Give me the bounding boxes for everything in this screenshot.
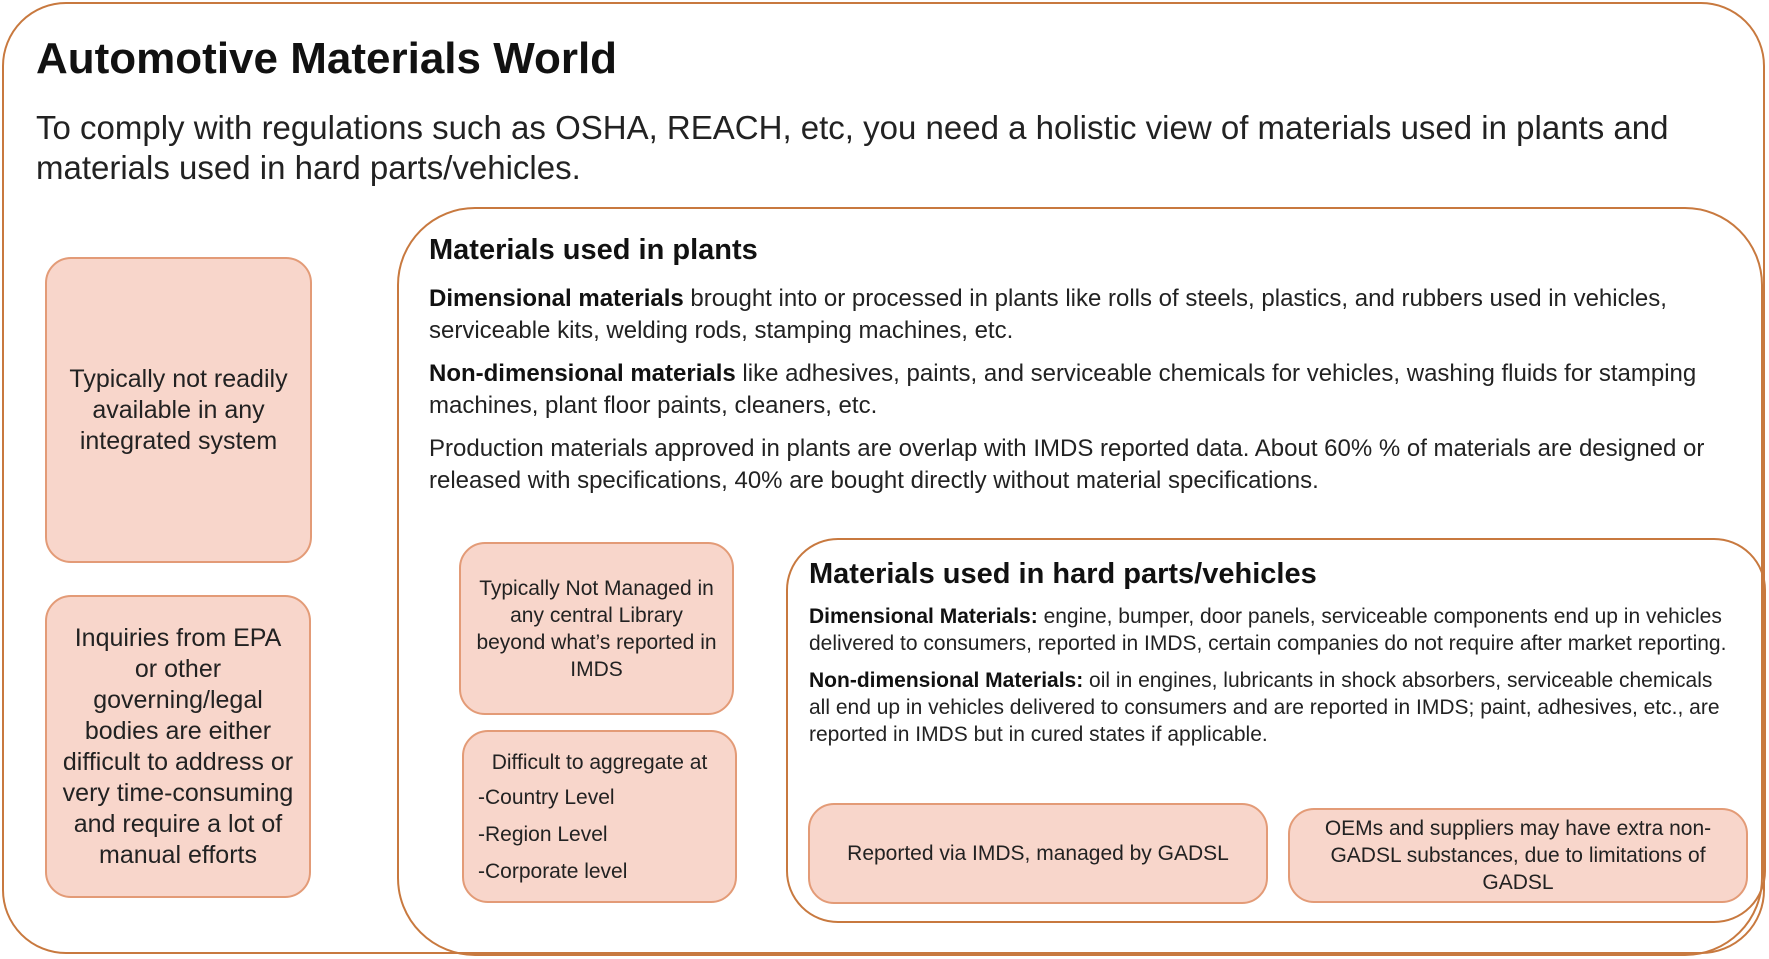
hard-parts-section xyxy=(809,558,1739,758)
aggregate-note xyxy=(462,730,737,903)
hard-dimensional-lead: Dimensional Materials: xyxy=(809,605,1038,628)
inquiries-note xyxy=(45,595,311,898)
gadsl-note xyxy=(808,803,1268,904)
aggregate-levels-list xyxy=(476,784,723,885)
hard-dimensional-paragraph xyxy=(809,603,1739,657)
plants-dimensional-paragraph xyxy=(429,283,1729,347)
aggregate-heading: Difficult to aggregate at xyxy=(491,750,708,774)
plants-heading: Materials used in plants xyxy=(429,234,758,266)
extra-substances-note-text: OEMs and suppliers may have extra non-GADSL substances, due to limitations of GADSL xyxy=(1324,817,1712,894)
plants-dimensional-lead: Dimensional materials xyxy=(429,285,684,312)
page-subtitle: To comply with regulations such as OSHA, REACH, etc, you need a holistic view of materials used in plants and materials used in hard parts/vehicles. xyxy=(36,109,1669,186)
integration-note xyxy=(45,257,312,563)
hard-non-dimensional-lead: Non-dimensional Materials: xyxy=(809,669,1084,692)
page-title: Automotive Materials World xyxy=(36,34,618,83)
plants-dimensional-text: brought into or processed in plants like rolls of steels, plastics, and rubbers used in vehicles, serviceable kits, welding rods, stamping machines, etc. xyxy=(429,285,1667,344)
plants-section xyxy=(429,234,1729,508)
plants-non-dimensional-paragraph xyxy=(429,358,1729,422)
plants-non-dimensional-text: like adhesives, paints, and serviceable chemicals for vehicles, washing fluids for stamping machines, plant floor paints, cleaners, etc. xyxy=(429,360,1697,419)
integration-note-text: Typically not readily available in any integrated system xyxy=(69,364,288,455)
hard-dimensional-text: engine, bumper, door panels, serviceable components end up in vehicles delivered to consumers, reported in IMDS, certain companies do not require after market reporting. xyxy=(809,605,1727,655)
inquiries-note-text: Inquiries from EPA or other governing/legal bodies are either difficult to address or very time-consuming and require a lot of manual efforts xyxy=(62,623,294,869)
extra-substances-note xyxy=(1288,808,1748,903)
aggregate-level-corporate: -Corporate level xyxy=(478,859,628,883)
not-managed-note xyxy=(459,542,734,715)
plants-non-dimensional-lead: Non-dimensional materials xyxy=(429,360,736,387)
hard-non-dimensional-text: oil in engines, lubricants in shock absorbers, serviceable chemicals all end up in vehicles delivered to consumers and are reported in IMDS; paint, adhesives, etc., are reported in IMDS but in cured states if applicable. xyxy=(809,669,1720,746)
hard-non-dimensional-paragraph xyxy=(809,667,1739,748)
aggregate-level-country: -Country Level xyxy=(478,785,615,809)
gadsl-note-text: Reported via IMDS, managed by GADSL xyxy=(847,842,1229,865)
hard-parts-heading: Materials used in hard parts/vehicles xyxy=(809,558,1317,590)
plants-production-paragraph: Production materials approved in plants are overlap with IMDS reported data. About 60% % of materials are designed or released with specifications, 40% are bought directly without material specifications. xyxy=(429,435,1705,494)
not-managed-note-text: Typically Not Managed in any central Library beyond what’s reported in IMDS xyxy=(476,576,717,681)
aggregate-level-region: -Region Level xyxy=(478,822,608,846)
